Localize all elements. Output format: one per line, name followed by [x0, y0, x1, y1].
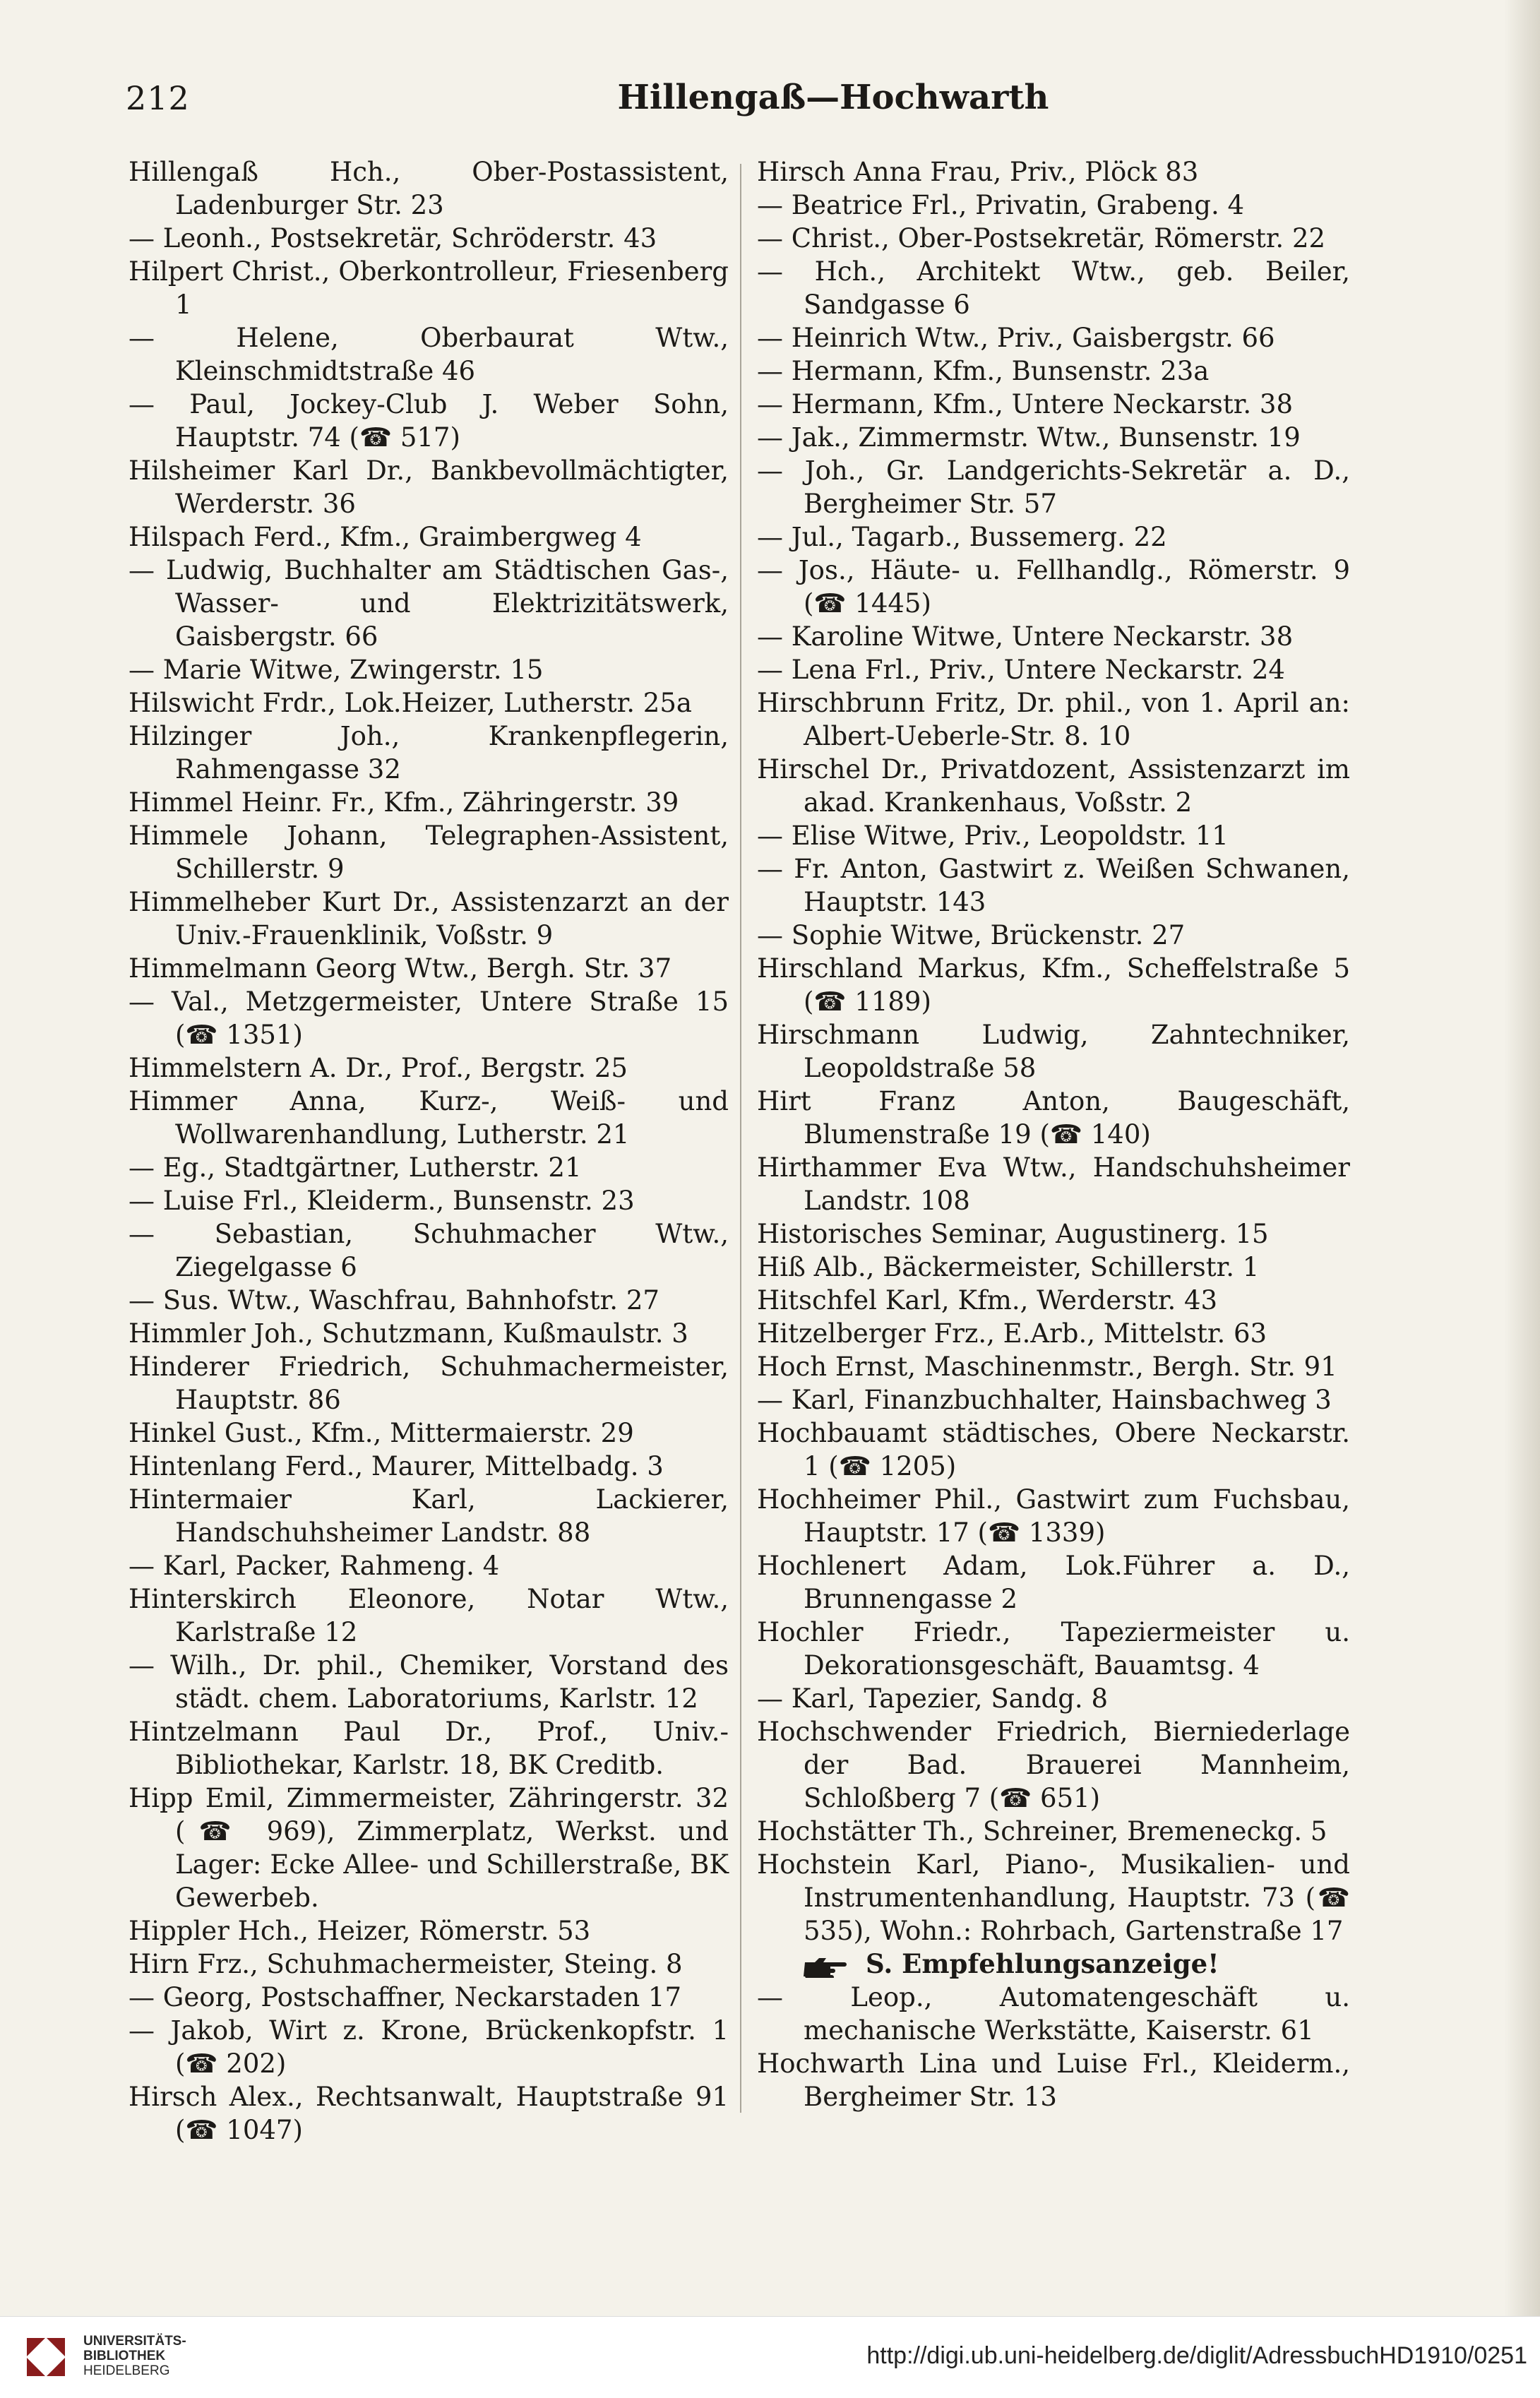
directory-entry: Hillengaß Hch., Ober-Postassistent, Ladenburger Str. 23	[129, 157, 729, 220]
directory-entry: Hochstein Karl, Piano-, Musikalien- und Instrumentenhandlung, Hauptstr. 73 (☎ 535), Wohn.: Rohrbach, Gartenstraße 17	[757, 1849, 1350, 1946]
directory-entry: Hirthammer Eva Wtw., Handschuhsheimer Landstr. 108	[757, 1152, 1350, 1216]
directory-entry: — Christ., Ober-Postsekretär, Römerstr. 22	[757, 223, 1326, 253]
directory-entry: Hiß Alb., Bäckermeister, Schillerstr. 1	[757, 1252, 1260, 1282]
directory-entry: — Karl, Tapezier, Sandg. 8	[757, 1683, 1108, 1714]
directory-entry: Himmele Johann, Telegraphen-Assistent, Schillerstr. 9	[129, 821, 729, 884]
directory-entry: — Heinrich Wtw., Priv., Gaisbergstr. 66	[757, 323, 1275, 353]
directory-entry: Hintermaier Karl, Lackierer, Handschuhsheimer Landstr. 88	[129, 1484, 729, 1548]
directory-entry: — Lena Frl., Priv., Untere Neckarstr. 24	[757, 655, 1285, 685]
directory-entry: Himmelheber Kurt Dr., Assistenzarzt an der Univ.-Frauenklinik, Voßstr. 9	[129, 887, 729, 950]
library-logo-icon	[21, 2332, 71, 2382]
directory-entry: Hirschel Dr., Privatdozent, Assistenzarzt im akad. Krankenhaus, Voßstr. 2	[757, 754, 1350, 818]
directory-entry: — Georg, Postschaffner, Neckarstaden 17	[129, 1982, 681, 2012]
directory-entry: Hilspach Ferd., Kfm., Graimbergweg 4	[129, 522, 642, 552]
directory-entry: Hippler Hch., Heizer, Römerstr. 53	[129, 1916, 591, 1946]
directory-entry: Hochstätter Th., Schreiner, Bremeneckg. 5	[757, 1816, 1327, 1847]
directory-entry: — Eg., Stadtgärtner, Lutherstr. 21	[129, 1152, 582, 1183]
directory-entry: — Fr. Anton, Gastwirt z. Weißen Schwanen, Hauptstr. 143	[757, 854, 1350, 917]
directory-entry: Himmel Heinr. Fr., Kfm., Zähringerstr. 39	[129, 787, 679, 818]
advertisement-notice-text: S. Empfehlungsanzeige!	[866, 1948, 1219, 1979]
directory-entry: — Jos., Häute- u. Fellhandlg., Römerstr. 9 (☎ 1445)	[757, 555, 1350, 619]
directory-entry: Hintzelmann Paul Dr., Prof., Univ.-Bibliothekar, Karlstr. 18, BK Creditb.	[129, 1717, 729, 1780]
directory-entry: — Sus. Wtw., Waschfrau, Bahnhofstr. 27	[129, 1285, 659, 1316]
right-column	[757, 155, 1350, 2113]
directory-entry: Himmler Joh., Schutzmann, Kußmaulstr. 3	[129, 1318, 688, 1349]
directory-entry: Hirschland Markus, Kfm., Scheffelstraße 5 (☎ 1189)	[757, 953, 1350, 1017]
directory-entry: Hirsch Anna Frau, Priv., Plöck 83	[757, 157, 1199, 187]
directory-entry: — Leop., Automatengeschäft u. mechanische Werkstätte, Kaiserstr. 61	[757, 1982, 1350, 2046]
right-page-edge	[1504, 0, 1540, 2397]
directory-entry: Hirschbrunn Fritz, Dr. phil., von 1. April an: Albert-Ueberle-Str. 8. 10	[757, 688, 1350, 751]
column-divider	[740, 164, 741, 2113]
directory-entry: — Helene, Oberbaurat Wtw., Kleinschmidtstraße 46	[129, 323, 729, 386]
running-head: Hillengaß—Hochwarth	[617, 78, 1049, 117]
directory-entry: Hirschmann Ludwig, Zahntechniker, Leopoldstraße 58	[757, 1020, 1350, 1083]
directory-entry: — Karoline Witwe, Untere Neckarstr. 38	[757, 621, 1294, 652]
directory-entry: Hintenlang Ferd., Maurer, Mittelbadg. 3	[129, 1451, 664, 1481]
library-name-line2: BIBLIOTHEK	[83, 2349, 166, 2363]
directory-entry: — Leonh., Postsekretär, Schröderstr. 43	[129, 223, 657, 253]
directory-entry: Historisches Seminar, Augustinerg. 15	[757, 1219, 1269, 1249]
footer-bar	[0, 2316, 1540, 2398]
library-name-line3: HEIDELBERG	[83, 2363, 170, 2378]
directory-entry: Hitschfel Karl, Kfm., Werderstr. 43	[757, 1285, 1218, 1316]
directory-entry: — Karl, Packer, Rahmeng. 4	[129, 1551, 500, 1581]
advertisement-notice	[757, 1947, 1350, 1981]
page-number: 212	[126, 79, 190, 117]
directory-entry: — Ludwig, Buchhalter am Städtischen Gas-, Wasser- und Elektrizitätswerk, Gaisbergstr. 66	[129, 555, 729, 652]
directory-entry: Hirt Franz Anton, Baugeschäft, Blumenstraße 19 (☎ 140)	[757, 1086, 1350, 1150]
directory-entry: — Jak., Zimmermstr. Wtw., Bunsenstr. 19	[757, 422, 1301, 453]
directory-entry: Himmelmann Georg Wtw., Bergh. Str. 37	[129, 953, 672, 984]
directory-entry: Hirsch Alex., Rechtsanwalt, Hauptstraße 91 (☎ 1047)	[129, 2082, 729, 2145]
directory-entry: Hoch Ernst, Maschinenmstr., Bergh. Str. 91	[757, 1352, 1337, 1382]
directory-entry: Hinderer Friedrich, Schuhmachermeister, Hauptstr. 86	[129, 1352, 729, 1415]
directory-entry: Himmelstern A. Dr., Prof., Bergstr. 25	[129, 1053, 628, 1083]
directory-entry: Hochschwender Friedrich, Bierniederlage der Bad. Brauerei Mannheim, Schloßberg 7 (☎ 651)	[757, 1717, 1350, 1813]
directory-entry: Hilpert Christ., Oberkontrolleur, Friesenberg 1	[129, 256, 729, 320]
pointing-hand-icon	[804, 1955, 849, 1978]
directory-entry: Hochwarth Lina und Luise Frl., Kleiderm., Bergheimer Str. 13	[757, 2048, 1350, 2112]
directory-entry: — Wilh., Dr. phil., Chemiker, Vorstand des städt. chem. Laboratoriums, Karlstr. 12	[129, 1650, 729, 1714]
left-column	[129, 155, 729, 2147]
directory-entry: — Beatrice Frl., Privatin, Grabeng. 4	[757, 190, 1245, 220]
directory-entry: — Jakob, Wirt z. Krone, Brückenkopfstr. 1 (☎ 202)	[129, 2015, 729, 2079]
directory-entry: — Karl, Finanzbuchhalter, Hainsbachweg 3	[757, 1385, 1332, 1415]
directory-entry: — Hermann, Kfm., Untere Neckarstr. 38	[757, 389, 1294, 419]
directory-entry: — Paul, Jockey-Club J. Weber Sohn, Hauptstr. 74 (☎ 517)	[129, 389, 729, 453]
source-url-link[interactable]: http://digi.ub.uni-heidelberg.de/diglit/AdressbuchHD1910/0251	[866, 2342, 1527, 2369]
directory-entry: — Sophie Witwe, Brückenstr. 27	[757, 920, 1186, 950]
directory-entry: — Luise Frl., Kleiderm., Bunsenstr. 23	[129, 1186, 635, 1216]
directory-entry: Hochlenert Adam, Lok.Führer a. D., Brunnengasse 2	[757, 1551, 1350, 1614]
directory-entry: Hirn Frz., Schuhmachermeister, Steing. 8	[129, 1949, 683, 1979]
directory-entry: Hochbauamt städtisches, Obere Neckarstr. 1 (☎ 1205)	[757, 1418, 1350, 1481]
library-name	[83, 2334, 186, 2378]
directory-entry: — Elise Witwe, Priv., Leopoldstr. 11	[757, 821, 1229, 851]
directory-entry: — Jul., Tagarb., Bussemerg. 22	[757, 522, 1167, 552]
directory-entry: — Marie Witwe, Zwingerstr. 15	[129, 655, 544, 685]
directory-entry: — Hch., Architekt Wtw., geb. Beiler, Sandgasse 6	[757, 256, 1350, 320]
directory-entry: — Hermann, Kfm., Bunsenstr. 23a	[757, 356, 1210, 386]
directory-entry: — Joh., Gr. Landgerichts-Sekretär a. D., Bergheimer Str. 57	[757, 455, 1350, 519]
directory-entry: Hilzinger Joh., Krankenpflegerin, Rahmengasse 32	[129, 721, 729, 785]
directory-entry: Hinterskirch Eleonore, Notar Wtw., Karlstraße 12	[129, 1584, 729, 1647]
library-name-line1: UNIVERSITÄTS-	[83, 2334, 186, 2349]
directory-entry: Hipp Emil, Zimmermeister, Zähringerstr. 32 (☎ 969), Zimmerplatz, Werkst. und Lager: Ecke Allee- und Schillerstraße, BK Gewerbeb.	[129, 1783, 729, 1913]
directory-entry: Himmer Anna, Kurz-, Weiß- und Wollwarenhandlung, Lutherstr. 21	[129, 1086, 729, 1150]
directory-entry: Hochler Friedr., Tapeziermeister u. Dekorationsgeschäft, Bauamtsg. 4	[757, 1617, 1350, 1681]
directory-entry: Hochheimer Phil., Gastwirt zum Fuchsbau, Hauptstr. 17 (☎ 1339)	[757, 1484, 1350, 1548]
directory-entry: Hilsheimer Karl Dr., Bankbevollmächtigter, Werderstr. 36	[129, 455, 729, 519]
directory-entry: — Sebastian, Schuhmacher Wtw., Ziegelgasse 6	[129, 1219, 729, 1282]
directory-entry: Hinkel Gust., Kfm., Mittermaierstr. 29	[129, 1418, 634, 1448]
directory-entry: Hilswicht Frdr., Lok.Heizer, Lutherstr. 25a	[129, 688, 692, 718]
directory-entry: Hitzelberger Frz., E.Arb., Mittelstr. 63	[757, 1318, 1267, 1349]
directory-entry: — Val., Metzgermeister, Untere Straße 15 (☎ 1351)	[129, 986, 729, 1050]
